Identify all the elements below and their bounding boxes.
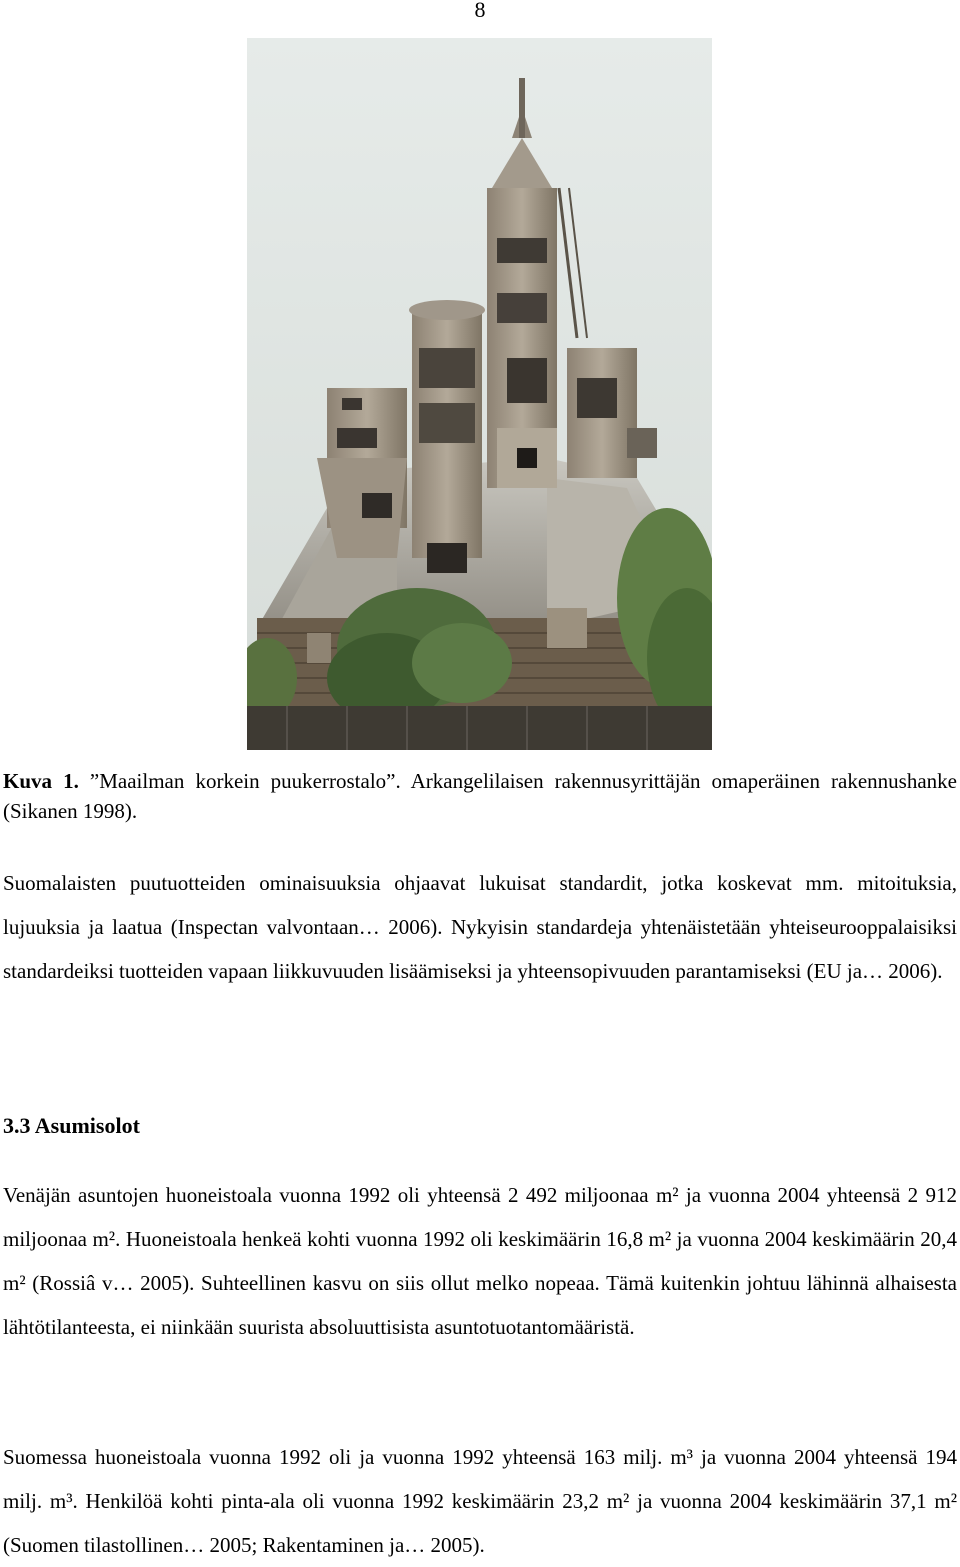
caption-label: Kuva 1. — [3, 769, 79, 793]
wooden-skyscraper-photo — [247, 38, 712, 750]
paragraph-standards: Suomalaisten puutuotteiden ominaisuuksia ohjaavat lukuisat standardit, jotka koskevat mm. mitoituksia, lujuuksia ja laatua (Inspectan valvontaan… 2006). Nykyisin standardeja yhtenäistetään yhteiseurooppalaisiksi standardeiksi tuotteiden vapaan liikkuvuuden lisäämiseksi ja yhteensopivuuden parantamiseksi (EU ja… 2006). — [3, 871, 957, 983]
figure-caption — [3, 766, 957, 826]
page-number: 8 — [474, 0, 486, 22]
section-heading: 3.3 Asumisolot — [3, 1113, 140, 1138]
paragraph-finland-housing: Suomessa huoneistoala vuonna 1992 oli ja vuonna 1992 yhteensä 163 milj. m³ ja vuonna 2004 yhteensä 194 milj. m³. Henkilöä kohti pinta-ala oli vuonna 1992 keskimäärin 23,2 m² ja vuonna 2004 keskimäärin 37,1 m² (Suomen tilastollinen… 2005; Rakentaminen ja… 2005). — [3, 1445, 957, 1557]
caption-text: ”Maailman korkein puukerrostalo”. Arkangelilaisen rakennusyrittäjän omaperäinen rakennushanke (Sikanen 1998). — [3, 769, 957, 823]
paragraph-russia-housing: Venäjän asuntojen huoneistoala vuonna 1992 oli yhteensä 2 492 miljoonaa m² ja vuonna 2004 yhteensä 2 912 miljoonaa m². Huoneistoala henkeä kohti vuonna 1992 oli keskimäärin 16,8 m² ja vuonna 2004 keskimäärin 20,4 m² (Rossiâ v… 2005). Suhteellinen kasvu on siis ollut melko nopeaa. Tämä kuitenkin johtuu lähinnä alhaisesta lähtötilanteesta, ei niinkään suurista absoluuttisista asuntotuotantomääristä. — [3, 1183, 957, 1339]
